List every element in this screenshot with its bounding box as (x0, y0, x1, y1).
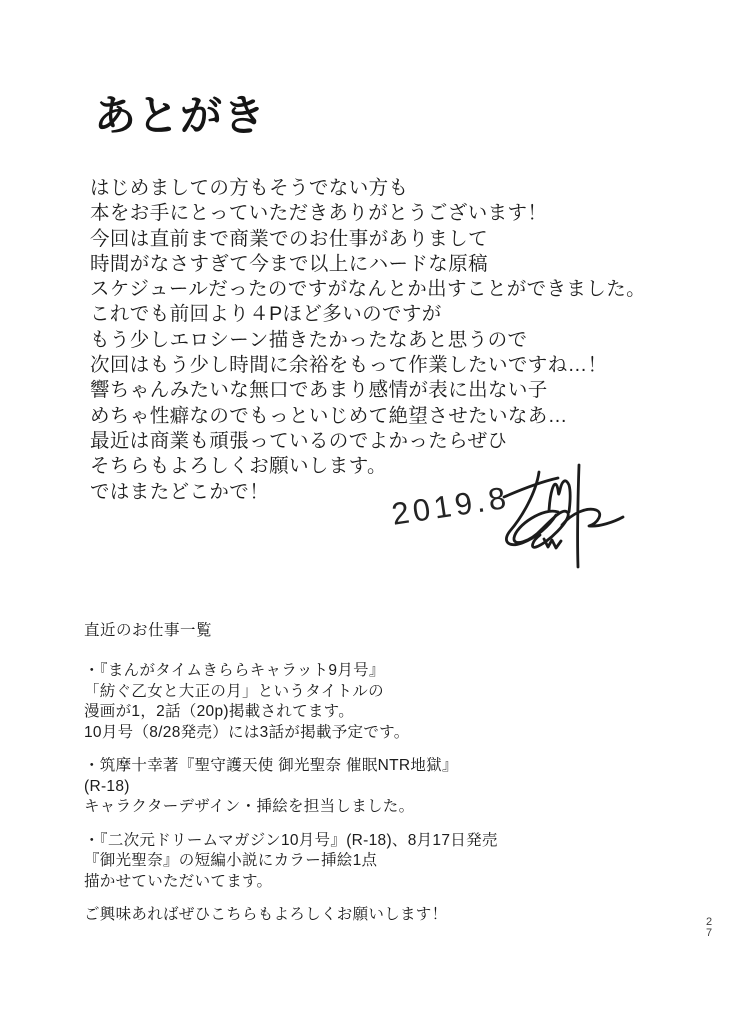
afterword-line: 今回は直前まで商業でのお仕事がありまして (90, 227, 489, 250)
afterword-line: 次回はもう少し時間に余裕をもって作業したいですね…！ (90, 354, 608, 377)
works-line: 10月号（8/28発売）には3話が掲載予定です。 (84, 723, 410, 741)
works-line: 『御光聖奈』の短編小説にカラー挿絵1点 (84, 852, 378, 869)
afterword-line: ではまたどこかで！ (90, 480, 270, 503)
works-line: (R-18) (84, 777, 130, 795)
works-line: キャラクターデザイン・挿絵を担当しました。 (84, 798, 415, 815)
works-line (84, 818, 498, 831)
page-title: あとがき (94, 92, 267, 139)
page-number: 27 (703, 916, 715, 938)
afterword-line: 最近は商業も頑張っているのでよかったらぜひ (90, 429, 508, 452)
artist-signature-icon (492, 455, 632, 573)
afterword-line: 響ちゃんみたいな無口であまり感情が表に出ない子 (90, 379, 548, 402)
works-line: 漫画が1，2話（20p)掲載されてます。 (84, 703, 355, 720)
afterword-line: もう少しエロシーン描きたかったなあと思うので (90, 328, 528, 351)
afterword-line: 本をお手にとっていただきありがとうございます！ (90, 202, 548, 225)
works-line: ・筑摩十幸著『聖守護天使 御光聖奈 催眠NTR地獄』 (84, 757, 458, 774)
works-line: 「紡ぐ乙女と大正の月」というタイトルの (84, 682, 384, 700)
works-line (84, 892, 498, 905)
handwritten-date: 2019.8 (389, 479, 513, 532)
afterword-line: はじめましての方もそうでない方も (90, 177, 409, 199)
afterword-line: 時間がなさすぎて今まで以上にハードな原稿 (90, 252, 489, 275)
afterword-line: スケジュールだったのですがなんとか出すことができました。 (90, 278, 647, 301)
works-line: 描かせていただいてます。 (84, 872, 273, 890)
works-line: ご興味あればぜひこちらもよろしくお願いします！ (84, 906, 448, 923)
works-line: ・『二次元ドリームマガジン10月号』(R-18)、8月17日発売 (84, 831, 498, 849)
works-line: ・『まんがタイムきららキャラット9月号』 (84, 662, 385, 679)
works-line (84, 743, 498, 756)
works-list (84, 661, 498, 926)
afterword-line: そちらもよろしくお願いします。 (90, 455, 387, 478)
works-list-heading: 直近のお仕事一覧 (84, 622, 213, 639)
afterword-line: めちゃ性癖なのでもっといじめて絶望させたいなあ… (90, 404, 568, 427)
afterword-line: これでも前回より４Pほど多いのですが (90, 303, 442, 326)
